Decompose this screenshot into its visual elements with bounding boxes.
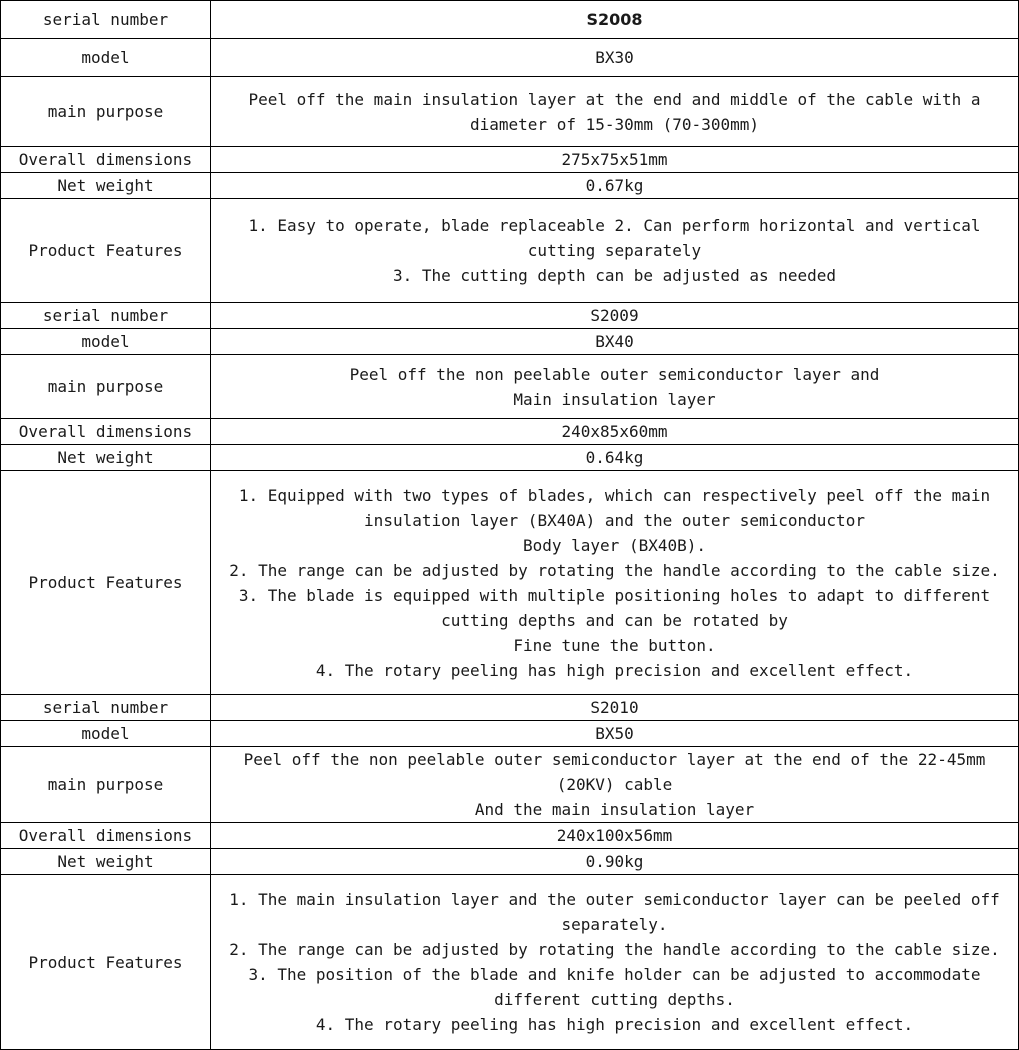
purpose-label: main purpose <box>1 355 211 419</box>
model-value: BX40 <box>211 329 1019 355</box>
weight-label: Net weight <box>1 173 211 199</box>
table-row <box>1 147 1019 173</box>
purpose-value: Peel off the non peelable outer semiconductor layer and Main insulation layer <box>211 355 1019 419</box>
table-row <box>1 77 1019 147</box>
model-value: BX30 <box>211 39 1019 77</box>
purpose-label: main purpose <box>1 747 211 823</box>
table-row <box>1 355 1019 419</box>
dimensions-label: Overall dimensions <box>1 823 211 849</box>
table-row <box>1 199 1019 303</box>
table-row <box>1 173 1019 199</box>
features-label: Product Features <box>1 875 211 1050</box>
serial-label: serial number <box>1 303 211 329</box>
weight-value: 0.90kg <box>211 849 1019 875</box>
serial-value: S2010 <box>211 695 1019 721</box>
weight-value: 0.64kg <box>211 445 1019 471</box>
features-value: 1. Easy to operate, blade replaceable 2. Can perform horizontal and vertical cutting separately 3. The cutting depth can be adjusted as needed <box>211 199 1019 303</box>
features-value: 1. The main insulation layer and the outer semiconductor layer can be peeled off separately. 2. The range can be adjusted by rotating the handle according to the cable size. 3. The position of the blade and knife holder can be adjusted to accommodate different cutting depths. 4. The rotary peeling has high precision and excellent effect. <box>211 875 1019 1050</box>
table-row <box>1 695 1019 721</box>
features-value: 1. Equipped with two types of blades, which can respectively peel off the main insulation layer (BX40A) and the outer semiconductor Body layer (BX40B). 2. The range can be adjusted by rotating the handle according to the cable size. 3. The blade is equipped with multiple positioning holes to adapt to different cutting depths and can be rotated by Fine tune the button. 4. The rotary peeling has high precision and excellent effect. <box>211 471 1019 695</box>
table-row <box>1 849 1019 875</box>
model-label: model <box>1 39 211 77</box>
model-label: model <box>1 721 211 747</box>
table-row <box>1 445 1019 471</box>
serial-label: serial number <box>1 695 211 721</box>
dimensions-label: Overall dimensions <box>1 419 211 445</box>
table-row <box>1 823 1019 849</box>
table-row <box>1 875 1019 1050</box>
weight-value: 0.67kg <box>211 173 1019 199</box>
features-label: Product Features <box>1 199 211 303</box>
table-row <box>1 1 1019 39</box>
model-label: model <box>1 329 211 355</box>
serial-value: S2008 <box>211 1 1019 39</box>
purpose-label: main purpose <box>1 77 211 147</box>
table-row <box>1 747 1019 823</box>
features-label: Product Features <box>1 471 211 695</box>
table-row <box>1 303 1019 329</box>
weight-label: Net weight <box>1 445 211 471</box>
table-row <box>1 419 1019 445</box>
serial-label: serial number <box>1 1 211 39</box>
table-row <box>1 39 1019 77</box>
dimensions-label: Overall dimensions <box>1 147 211 173</box>
serial-value: S2009 <box>211 303 1019 329</box>
table-row <box>1 471 1019 695</box>
model-value: BX50 <box>211 721 1019 747</box>
dimensions-value: 240x85x60mm <box>211 419 1019 445</box>
weight-label: Net weight <box>1 849 211 875</box>
table-row <box>1 329 1019 355</box>
purpose-value: Peel off the non peelable outer semiconductor layer at the end of the 22-45mm (20KV) cable And the main insulation layer <box>211 747 1019 823</box>
dimensions-value: 275x75x51mm <box>211 147 1019 173</box>
table-row <box>1 721 1019 747</box>
purpose-value: Peel off the main insulation layer at the end and middle of the cable with a diameter of 15-30mm (70-300mm) <box>211 77 1019 147</box>
dimensions-value: 240x100x56mm <box>211 823 1019 849</box>
